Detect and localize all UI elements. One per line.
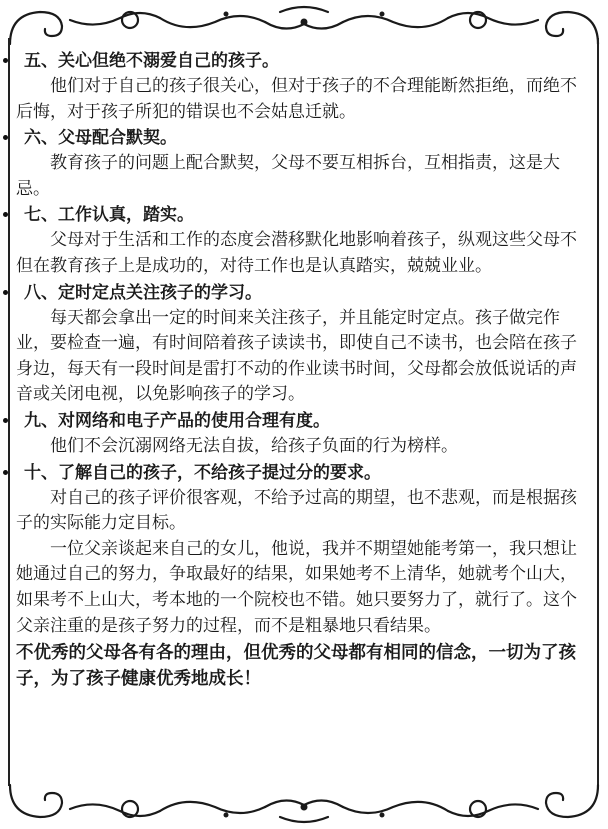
article-body [16, 48, 588, 692]
heading-text: 五、关心但绝不溺爱自己的孩子。 [24, 51, 279, 71]
bullet-dot [3, 290, 8, 295]
bullet-dot [3, 418, 8, 423]
section-heading [16, 202, 588, 228]
heading-text: 六、父母配合默契。 [24, 128, 177, 149]
section-paragraph: 教育孩子的问题上配合默契，父母不要互相拆台，互相指责，这是大忌。 [16, 153, 560, 199]
section-paragraph: 父母对于生活和工作的态度会潜移默化地影响着孩子，纵观这些父母不但在教育孩子上是成功的，对待工作也是认真踏实，兢兢业业。 [16, 230, 577, 276]
section-paragraph: 每天都会拿出一定的时间来关注孩子，并且能定时定点。孩子做完作业，要检查一遍，有时间陪着孩子读读书，即使自己不读书，也会陪在孩子身边，每天有一段时间是雷打不动的作业读书时间，父母都会放低说话的声音或关闭电视，以免影响孩子的学习。 [16, 307, 577, 405]
heading-text: 十、了解自己的孩子，不给孩子提过分的要求。 [24, 462, 381, 483]
bullet-dot [3, 58, 8, 63]
section-heading [16, 280, 588, 306]
section-paragraph: 他们不会沉溺网络无法自拔，给孩子负面的行为榜样。 [50, 435, 458, 456]
section-heading [16, 460, 588, 486]
bullet-dot [3, 470, 8, 475]
section-paragraph: 他们对于自己的孩子很关心，但对于孩子的不合理能断然拒绝，而绝不后悔，对于孩子所犯的错误也不会姑息迁就。 [16, 76, 577, 122]
section-heading [16, 125, 588, 151]
heading-text: 八、定时定点关注孩子的学习。 [24, 282, 262, 303]
top-ornament [0, 0, 608, 50]
section-heading [16, 48, 588, 74]
heading-text: 九、对网络和电子产品的使用合理有度。 [24, 410, 330, 431]
bottom-ornament [0, 779, 608, 829]
section-paragraph: 对自己的孩子评价很客观，不给予过高的期望，也不悲观，而是根据孩子的实际能力定目标。 [16, 487, 577, 534]
heading-text: 七、工作认真，踏实。 [24, 205, 194, 226]
closing-statement: 不优秀的父母各有各的理由，但优秀的父母都有相同的信念，一切为了孩子，为了孩子健康优秀地成长！ [16, 643, 576, 690]
section-paragraph: 一位父亲谈起来自己的女儿，他说，我并不期望她能考第一，我只想让她通过自己的努力，争取最好的结果，如果她考不上清华，她就考个山大，如果考不上山大，考本地的一个院校也不错。她只要努力了，就行了。这个父亲注重的是孩子努力的过程，而不是粗暴地只看结果。 [16, 538, 577, 636]
section-heading [16, 408, 588, 434]
left-border [8, 38, 10, 786]
right-border [597, 38, 599, 786]
